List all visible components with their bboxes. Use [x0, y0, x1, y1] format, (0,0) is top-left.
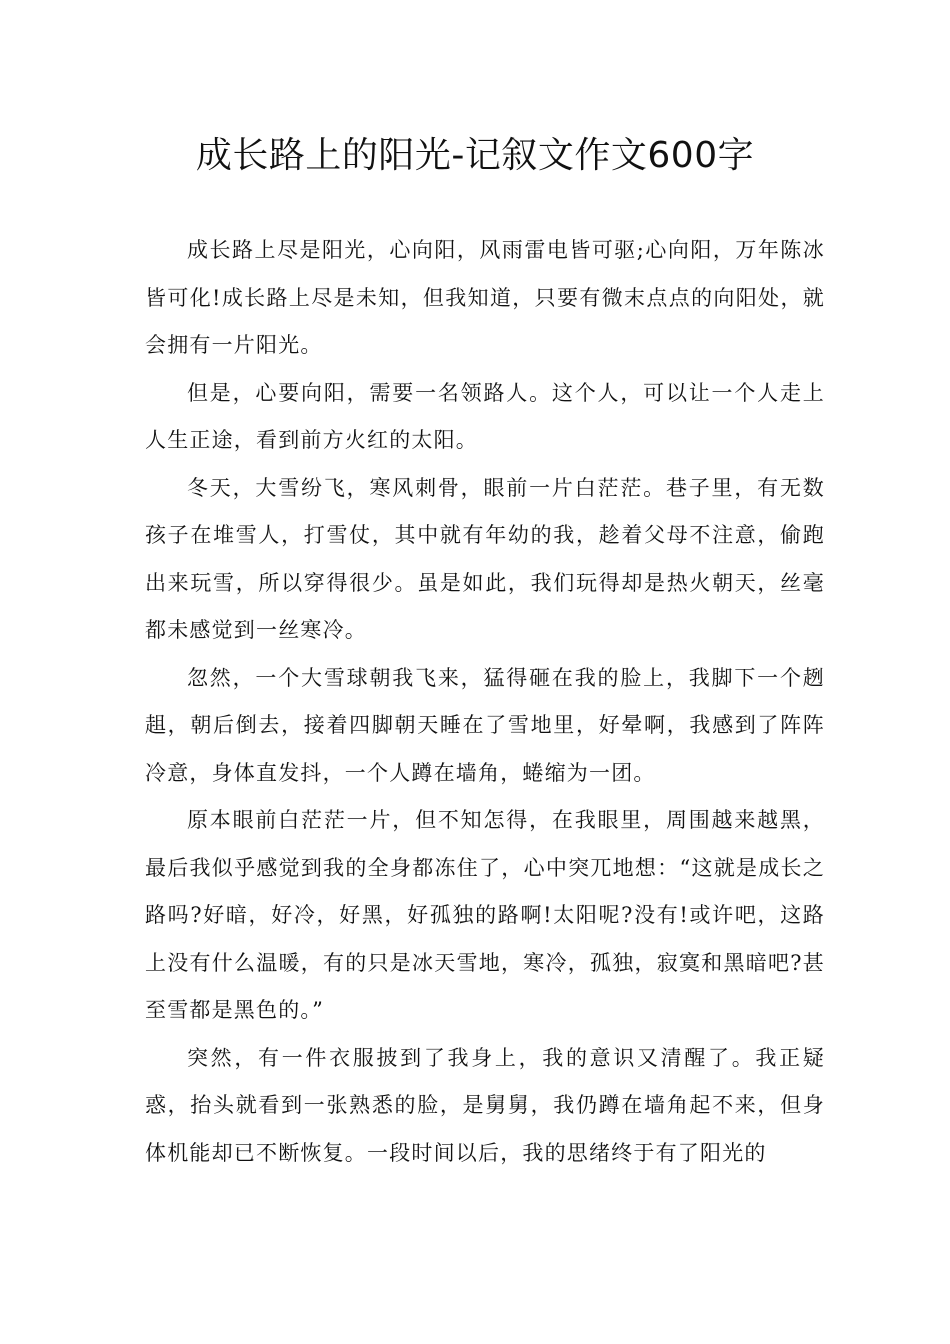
document-body — [145, 227, 825, 1177]
document-title: 成长路上的阳光-记叙文作文600字 — [195, 135, 755, 176]
paragraph: 成长路上尽是阳光，心向阳，风雨雷电皆可驱;心向阳，万年陈冰皆可化!成长路上尽是未知，但我知道，只要有微末点点的向阳处，就会拥有一片阳光。 — [145, 238, 825, 357]
paragraph: 忽然，一个大雪球朝我飞来，猛得砸在我的脸上，我脚下一个趔趄，朝后倒去，接着四脚朝天睡在了雪地里，好晕啊，我感到了阵阵冷意，身体直发抖，一个人蹲在墙角，蜷缩为一团。 — [145, 665, 825, 785]
paragraph: 突然，有一件衣服披到了我身上，我的意识又清醒了。我正疑惑，抬头就看到一张熟悉的脸，是舅舅，我仍蹲在墙角起不来，但身体机能却已不断恢复。一段时间以后，我的思绪终于有了阳光的 — [145, 1045, 825, 1165]
paragraph: 冬天，大雪纷飞，寒风刺骨，眼前一片白茫茫。巷子里，有无数孩子在堆雪人，打雪仗，其中就有年幼的我，趁着父母不注意，偷跑出来玩雪，所以穿得很少。虽是如此，我们玩得却是热火朝天，丝毫都未感觉到一丝寒冷。 — [145, 475, 825, 642]
paragraph: 但是，心要向阳，需要一名领路人。这个人，可以让一个人走上人生正途，看到前方火红的太阳。 — [145, 380, 825, 452]
paragraph: 原本眼前白茫茫一片，但不知怎得，在我眼里，周围越来越黑，最后我似乎感觉到我的全身都冻住了，心中突兀地想：“这就是成长之路吗?好暗，好冷，好黑，好孤独的路啊!太阳呢?没有!或许吧，这路上没有什么温暖，有的只是冰天雪地，寒冷，孤独，寂寞和黑暗吧?甚至雪都是黑色的。” — [145, 808, 825, 1022]
